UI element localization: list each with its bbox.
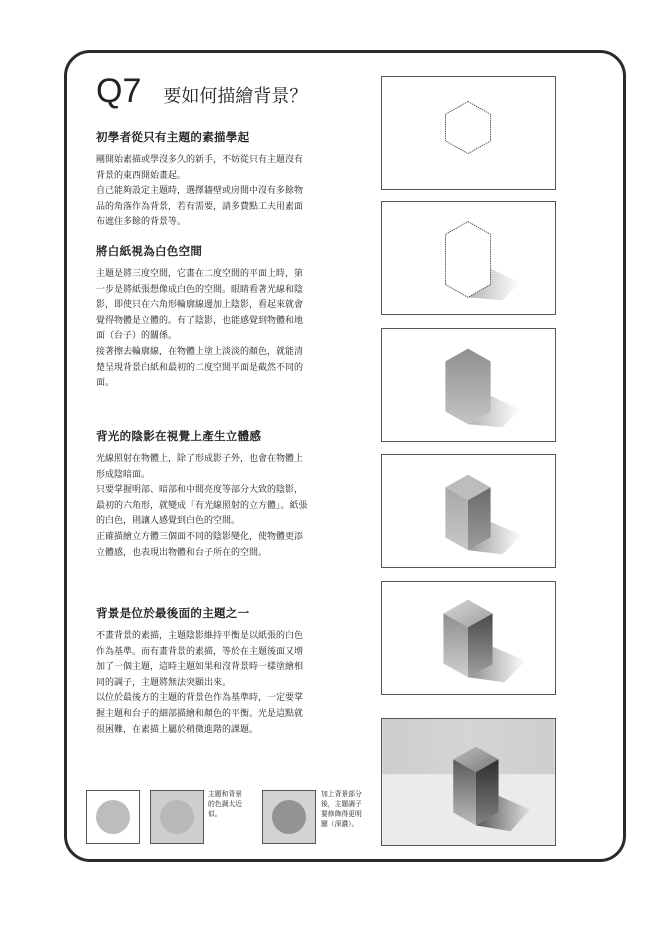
- thumbnail-circle: [272, 800, 306, 834]
- section-paragraph: 正確描繪立方體三個面不同的陰影變化，使物體更添立體感，也表現出物體和台子所在的空間。: [96, 531, 304, 558]
- section-white-space: [96, 243, 308, 392]
- thumbnail-circle: [96, 800, 130, 834]
- section-paragraph: 接著擦去輪廓線，在物體上塗上淡淡的顏色，就能清楚呈現背景白紙和最初的二度空間平面是截然不同的面。: [96, 346, 304, 389]
- caption-similar-tone: 主題和背景 的色調太近 似。: [208, 790, 242, 818]
- illustration-hexagon-shadow: [381, 201, 556, 315]
- question-text: 要如何描繪背景？: [163, 86, 308, 107]
- section-beginner: [96, 129, 308, 231]
- section-heading: 將白紙視為白色空間: [96, 244, 203, 258]
- thumbnail-darker-subject: [262, 790, 316, 844]
- question-title: [96, 72, 307, 111]
- illustration-cube-lit: [381, 454, 556, 568]
- section-backlight-shadow: [96, 428, 308, 561]
- section-paragraph: 以位於最後方的主題的背景色作為基準時，一定要掌握主題和台子的細部描繪和顏色的平衡。光是這點就很困難，在素描上屬於稍微進階的課題。: [96, 693, 304, 735]
- section-paragraph: 不畫背景的素描，主題陰影維持平衡是以紙張的白色作為基準。而有畫背景的素描，等於在主題後面又增加了一個主題，這時主題如果和沒背景時一樣塗繪相同的調子，主題將無法突顯出來。: [96, 631, 304, 688]
- section-heading: 背光的陰影在視覺上產生立體感: [96, 429, 262, 443]
- section-paragraph: 自己能夠設定主題時，選擇牆壁或房間中沒有多餘物品的角落作為背景，若有需要，請多費點工夫用素面布遮住多餘的背景等。: [96, 186, 304, 228]
- thumbnail-similar-tone: [150, 790, 204, 844]
- section-background-subject: [96, 605, 308, 738]
- caption-darker-subject: 加上背景部分 後，主題調子 要修飾得更明 顯（深濃）。: [321, 790, 362, 828]
- thumbnail-circle: [160, 800, 194, 834]
- illustration-cube-detailed: [381, 581, 556, 695]
- question-number: Q7: [96, 72, 142, 110]
- thumbnail-no-background: [86, 790, 140, 844]
- illustration-cube-with-background: [381, 718, 556, 846]
- section-paragraph: 光線照射在物體上，除了形成影子外，也會在物體上形成陰暗面。: [96, 454, 304, 480]
- section-paragraph: 只要掌握明部、暗部和中間亮度等部分大致的陰影，最初的六角形，就變成「有光線照射的立方體」。紙張的白色，則讓人感覺到白色的空間。: [96, 485, 308, 527]
- illustration-hexagon-outline: [381, 76, 556, 190]
- section-heading: 背景是位於最後面的主題之一: [96, 606, 250, 620]
- section-heading: 初學者從只有主題的素描學起: [96, 130, 250, 144]
- section-paragraph: 主題是將三度空間，它畫在二度空間的平面上時，第一步是將紙張想像成白色的空間。眼睛看著光線和陰影，即使只在六角形輪廓線邊加上陰影，看起來就會覺得物體是立體的。有了陰影，也能感覺到物體和地面（台子）的關係。: [96, 269, 304, 342]
- illustration-hexagon-toned: [381, 328, 556, 442]
- section-paragraph: 剛開始素描或學沒多久的新手，不妨從只有主題沒有背景的東西開始畫起。: [96, 155, 304, 181]
